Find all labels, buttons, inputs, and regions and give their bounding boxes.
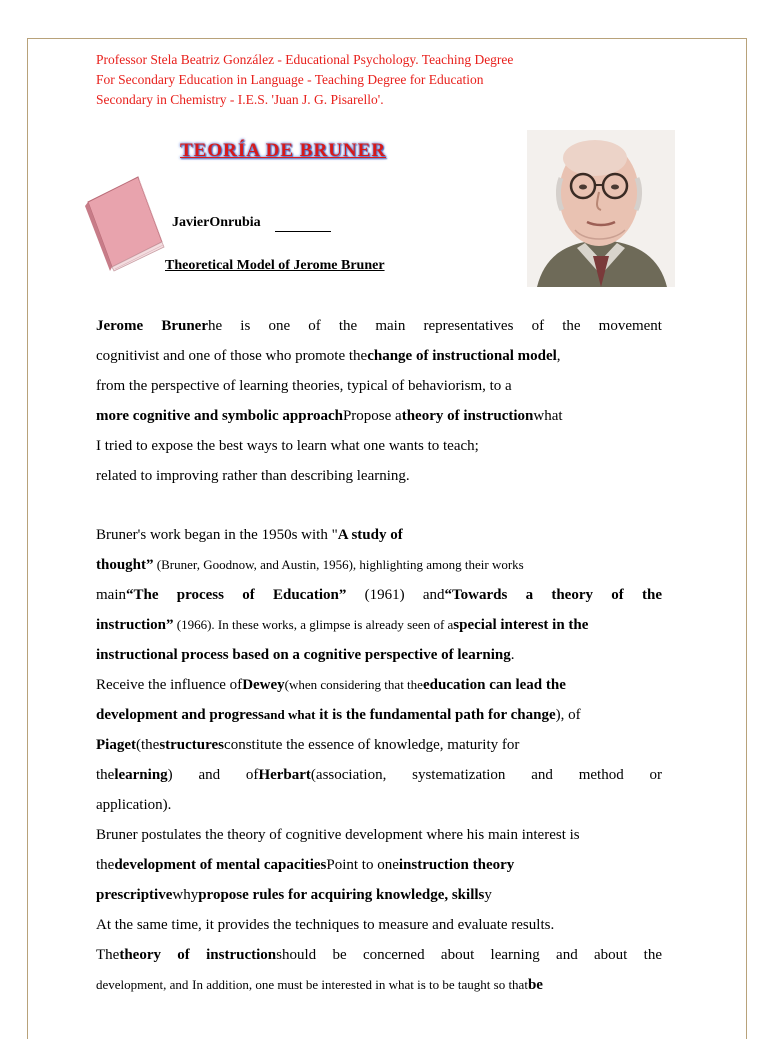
text-line: instructional process based on a cognitive perspective of learning.	[96, 647, 515, 663]
text-line: main“The process of Education” (1961) and“Towards a theory of the	[96, 587, 662, 603]
author-underline	[275, 231, 331, 232]
header-line: For Secondary Education in Language - Teaching Degree for Education	[96, 72, 484, 87]
text-line: Bruner postulates the theory of cognitive development where his main interest is	[96, 827, 580, 843]
text-line: Receive the influence ofDewey(when considering that theeducation can lead the	[96, 677, 566, 693]
text-line: instruction” (1966). In these works, a glimpse is already seen of aspecial interest in the	[96, 617, 589, 633]
text-line: thought” (Bruner, Goodnow, and Austin, 1956), highlighting among their works	[96, 557, 524, 573]
text-line: I tried to expose the best ways to learn what one wants to teach;	[96, 438, 479, 454]
portrait-image	[527, 130, 675, 287]
paragraph-theory	[96, 820, 662, 1000]
text-line: cognitivist and one of those who promote thechange of instructional model,	[96, 348, 561, 364]
header-line: Secondary in Chemistry - I.E.S. 'Juan J. G. Pisarello'.	[96, 92, 384, 107]
text-line: application).	[96, 797, 172, 813]
text-line: prescriptivewhypropose rules for acquiring knowledge, skillsy	[96, 887, 492, 903]
text-line: Thetheory of instructionshould be concerned about learning and about the	[96, 947, 662, 963]
text-line: development and progressand what it is the fundamental path for change), of	[96, 707, 581, 723]
text-line: Piaget(thestructuresconstitute the essence of knowledge, maturity for	[96, 737, 520, 753]
paragraph-intro	[96, 311, 662, 491]
text-line: more cognitive and symbolic approachPropose atheory of instructionwhat	[96, 408, 563, 424]
document-header	[96, 50, 596, 110]
text-line: At the same time, it provides the techniques to measure and evaluate results.	[96, 917, 555, 933]
text-line: from the perspective of learning theories, typical of behaviorism, to a	[96, 378, 512, 394]
text-line: related to improving rather than describing learning.	[96, 468, 410, 484]
document-subtitle: Theoretical Model of Jerome Bruner	[165, 258, 385, 273]
document-title: TEORÍA DE BRUNER	[180, 140, 387, 161]
book-icon	[80, 172, 170, 272]
text-line: thelearning) and ofHerbart(association, systematization and method or	[96, 767, 662, 783]
text-line: Bruner's work began in the 1950s with "A study of	[96, 527, 403, 543]
paragraph-work	[96, 520, 662, 820]
text-line: development, and In addition, one must be interested in what is to be taught so thatbe	[96, 977, 543, 993]
text-line: thedevelopment of mental capacitiesPoint to oneinstruction theory	[96, 857, 515, 873]
author-name: JavierOnrubia	[172, 215, 261, 230]
text-line: Jerome Brunerhe is one of the main representatives of the movement	[96, 318, 662, 334]
header-line: Professor Stela Beatriz González - Educational Psychology. Teaching Degree	[96, 52, 514, 67]
